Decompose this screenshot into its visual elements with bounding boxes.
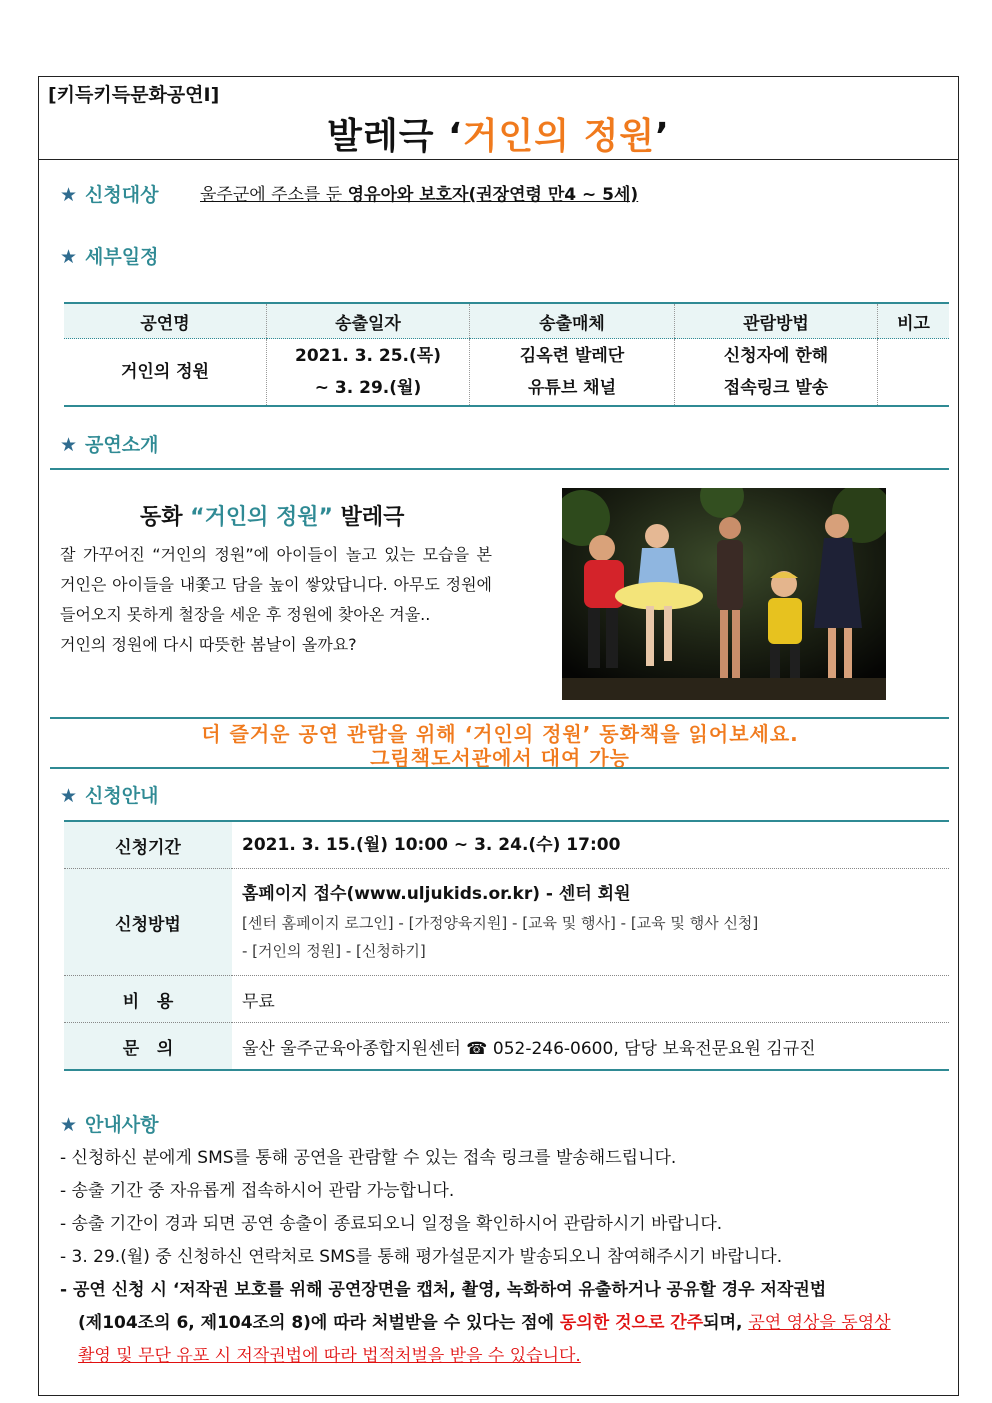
col-header: 관람방법 <box>675 303 878 339</box>
divider <box>50 468 949 470</box>
col-header: 비고 <box>878 303 950 339</box>
date-line-1: 2021. 3. 25.(목) <box>295 346 441 366</box>
row-key: 신청기간 <box>64 821 232 869</box>
section-intro <box>60 430 158 457</box>
method-line-1: 신청자에 한해 <box>723 346 829 366</box>
contact-org: 울산 울주군육아종합지원센터 <box>242 1038 467 1059</box>
row-value <box>232 1023 949 1071</box>
table-row <box>64 821 949 869</box>
copyright-consent: 동의한 것으로 간주 <box>559 1313 704 1333</box>
cell-method <box>675 339 878 407</box>
ballet-photo <box>562 488 886 700</box>
section-apply-label: 신청안내 <box>85 785 159 807</box>
phone-icon: ☎ <box>466 1038 488 1059</box>
page-title <box>38 108 959 159</box>
intro-text <box>60 540 492 660</box>
target-plain: 울주군에 주소를 둔 <box>200 185 348 205</box>
list-item-copyright-3: 촬영 및 무단 유포 시 저작권법에 따라 법적처벌을 받을 수 있습니다. <box>78 1346 581 1366</box>
cell-media <box>470 339 675 407</box>
schedule-header-row <box>64 303 949 339</box>
copyright-text-end: 되며, <box>703 1313 749 1333</box>
section-guide <box>60 1110 158 1137</box>
section-intro-label: 공연소개 <box>85 434 159 456</box>
ballet-photo-illustration <box>562 488 886 700</box>
row-value <box>232 869 949 976</box>
media-line-1: 김옥련 발레단 <box>519 346 625 366</box>
guide-list <box>60 1142 945 1373</box>
title-suffix: ’ <box>655 116 670 157</box>
list-item-copyright-2 <box>60 1307 945 1340</box>
cell-date <box>267 339 470 407</box>
list-item: - 송출 기간 중 자유롭게 접속하시어 관람 가능합니다. <box>60 1181 455 1201</box>
section-schedule <box>60 242 158 269</box>
row-value: 무료 <box>232 976 949 1023</box>
list-item: - 3. 29.(월) 중 신청하신 연락처로 SMS를 통해 평가설문지가 발송되오니 참여해주시기 바랍니다. <box>60 1247 783 1267</box>
star-icon: ★ <box>60 434 78 456</box>
intro-title-prefix: 동화 <box>140 505 191 530</box>
copyright-warning: 공연 영상을 동영상 <box>748 1313 891 1333</box>
intro-paragraph: 거인의 정원에 다시 따뜻한 봄날이 올까요? <box>60 635 357 654</box>
list-item: - 신청하신 분에게 SMS를 통해 공연을 관람할 수 있는 접속 링크를 발송해드립니다. <box>60 1148 677 1168</box>
schedule-table <box>64 302 949 407</box>
intro-title-suffix: 발레극 <box>333 505 405 530</box>
col-header: 공연명 <box>64 303 267 339</box>
star-icon: ★ <box>60 1114 78 1136</box>
notice-line-1: 더 즐거운 공연 관람을 위해 ‘거인의 정원’ 동화책을 읽어보세요. <box>201 722 799 746</box>
section-target <box>60 180 158 207</box>
section-apply <box>60 781 158 808</box>
cell-name: 거인의 정원 <box>64 339 267 407</box>
table-row <box>64 869 949 976</box>
media-line-2: 유튜브 채널 <box>527 378 617 398</box>
target-description <box>200 180 638 205</box>
apply-table <box>64 820 949 1071</box>
title-box <box>38 76 959 160</box>
method-main: 홈페이지 접수(www.uljukids.or.kr) - 센터 회원 <box>242 884 631 904</box>
method-sub-2: - [거인의 정원] - [신청하기] <box>242 942 426 960</box>
row-key: 비 용 <box>64 976 232 1023</box>
row-key: 신청방법 <box>64 869 232 976</box>
method-sub-1: [센터 홈페이지 로그인] - [가정양육지원] - [교육 및 행사] - [교육 및 행사 신청] <box>242 914 759 932</box>
program-tag: [키득키득문화공연Ⅰ] <box>48 84 220 106</box>
intro-paragraph: 잘 가꾸어진 “거인의 정원”에 아이들이 놀고 있는 모습을 본 거인은 아이들을 내쫓고 담을 높이 쌓았답니다. 아무도 정원에 들어오지 못하게 철장을 세운 후 정원에 찾아온 겨울.. <box>60 545 492 624</box>
cell-note <box>878 339 950 407</box>
intro-title <box>140 500 404 531</box>
section-schedule-label: 세부일정 <box>85 246 159 268</box>
star-icon: ★ <box>60 785 78 807</box>
star-icon: ★ <box>60 246 78 268</box>
notice-line-2: 그림책도서관에서 대여 가능 <box>370 746 630 770</box>
intro-title-highlight: “거인의 정원” <box>190 505 334 530</box>
table-row <box>64 1023 949 1071</box>
divider <box>50 767 949 769</box>
contact-detail: 052-246-0600, 담당 보육전문요원 김규진 <box>487 1038 816 1059</box>
col-header: 송출매체 <box>470 303 675 339</box>
list-item-copyright-1: - 공연 신청 시 ‘저작권 보호를 위해 공연장면을 캡처, 촬영, 녹화하여 유출하거나 공유할 경우 저작권법 <box>60 1280 827 1300</box>
col-header: 송출일자 <box>267 303 470 339</box>
target-bold: 영유아와 보호자(권장연령 만4 ~ 5세) <box>347 185 639 205</box>
table-row <box>64 339 949 407</box>
star-icon: ★ <box>60 184 78 206</box>
date-line-2: ~ 3. 29.(월) <box>314 378 422 398</box>
section-guide-label: 안내사항 <box>85 1114 159 1136</box>
list-item: - 송출 기간이 경과 되면 공연 송출이 종료되오니 일정을 확인하시어 관람하시기 바랍니다. <box>60 1214 723 1234</box>
row-value: 2021. 3. 15.(월) 10:00 ~ 3. 24.(수) 17:00 <box>232 821 949 869</box>
title-prefix: 발레극 ‘ <box>327 116 463 157</box>
method-line-2: 접속링크 발송 <box>723 378 829 398</box>
title-highlight: 거인의 정원 <box>462 116 656 157</box>
copyright-text: (제104조의 6, 제104조의 8)에 따라 처벌받을 수 있다는 점에 <box>78 1313 560 1333</box>
table-row <box>64 976 949 1023</box>
row-key: 문 의 <box>64 1023 232 1071</box>
section-target-label: 신청대상 <box>85 184 159 206</box>
